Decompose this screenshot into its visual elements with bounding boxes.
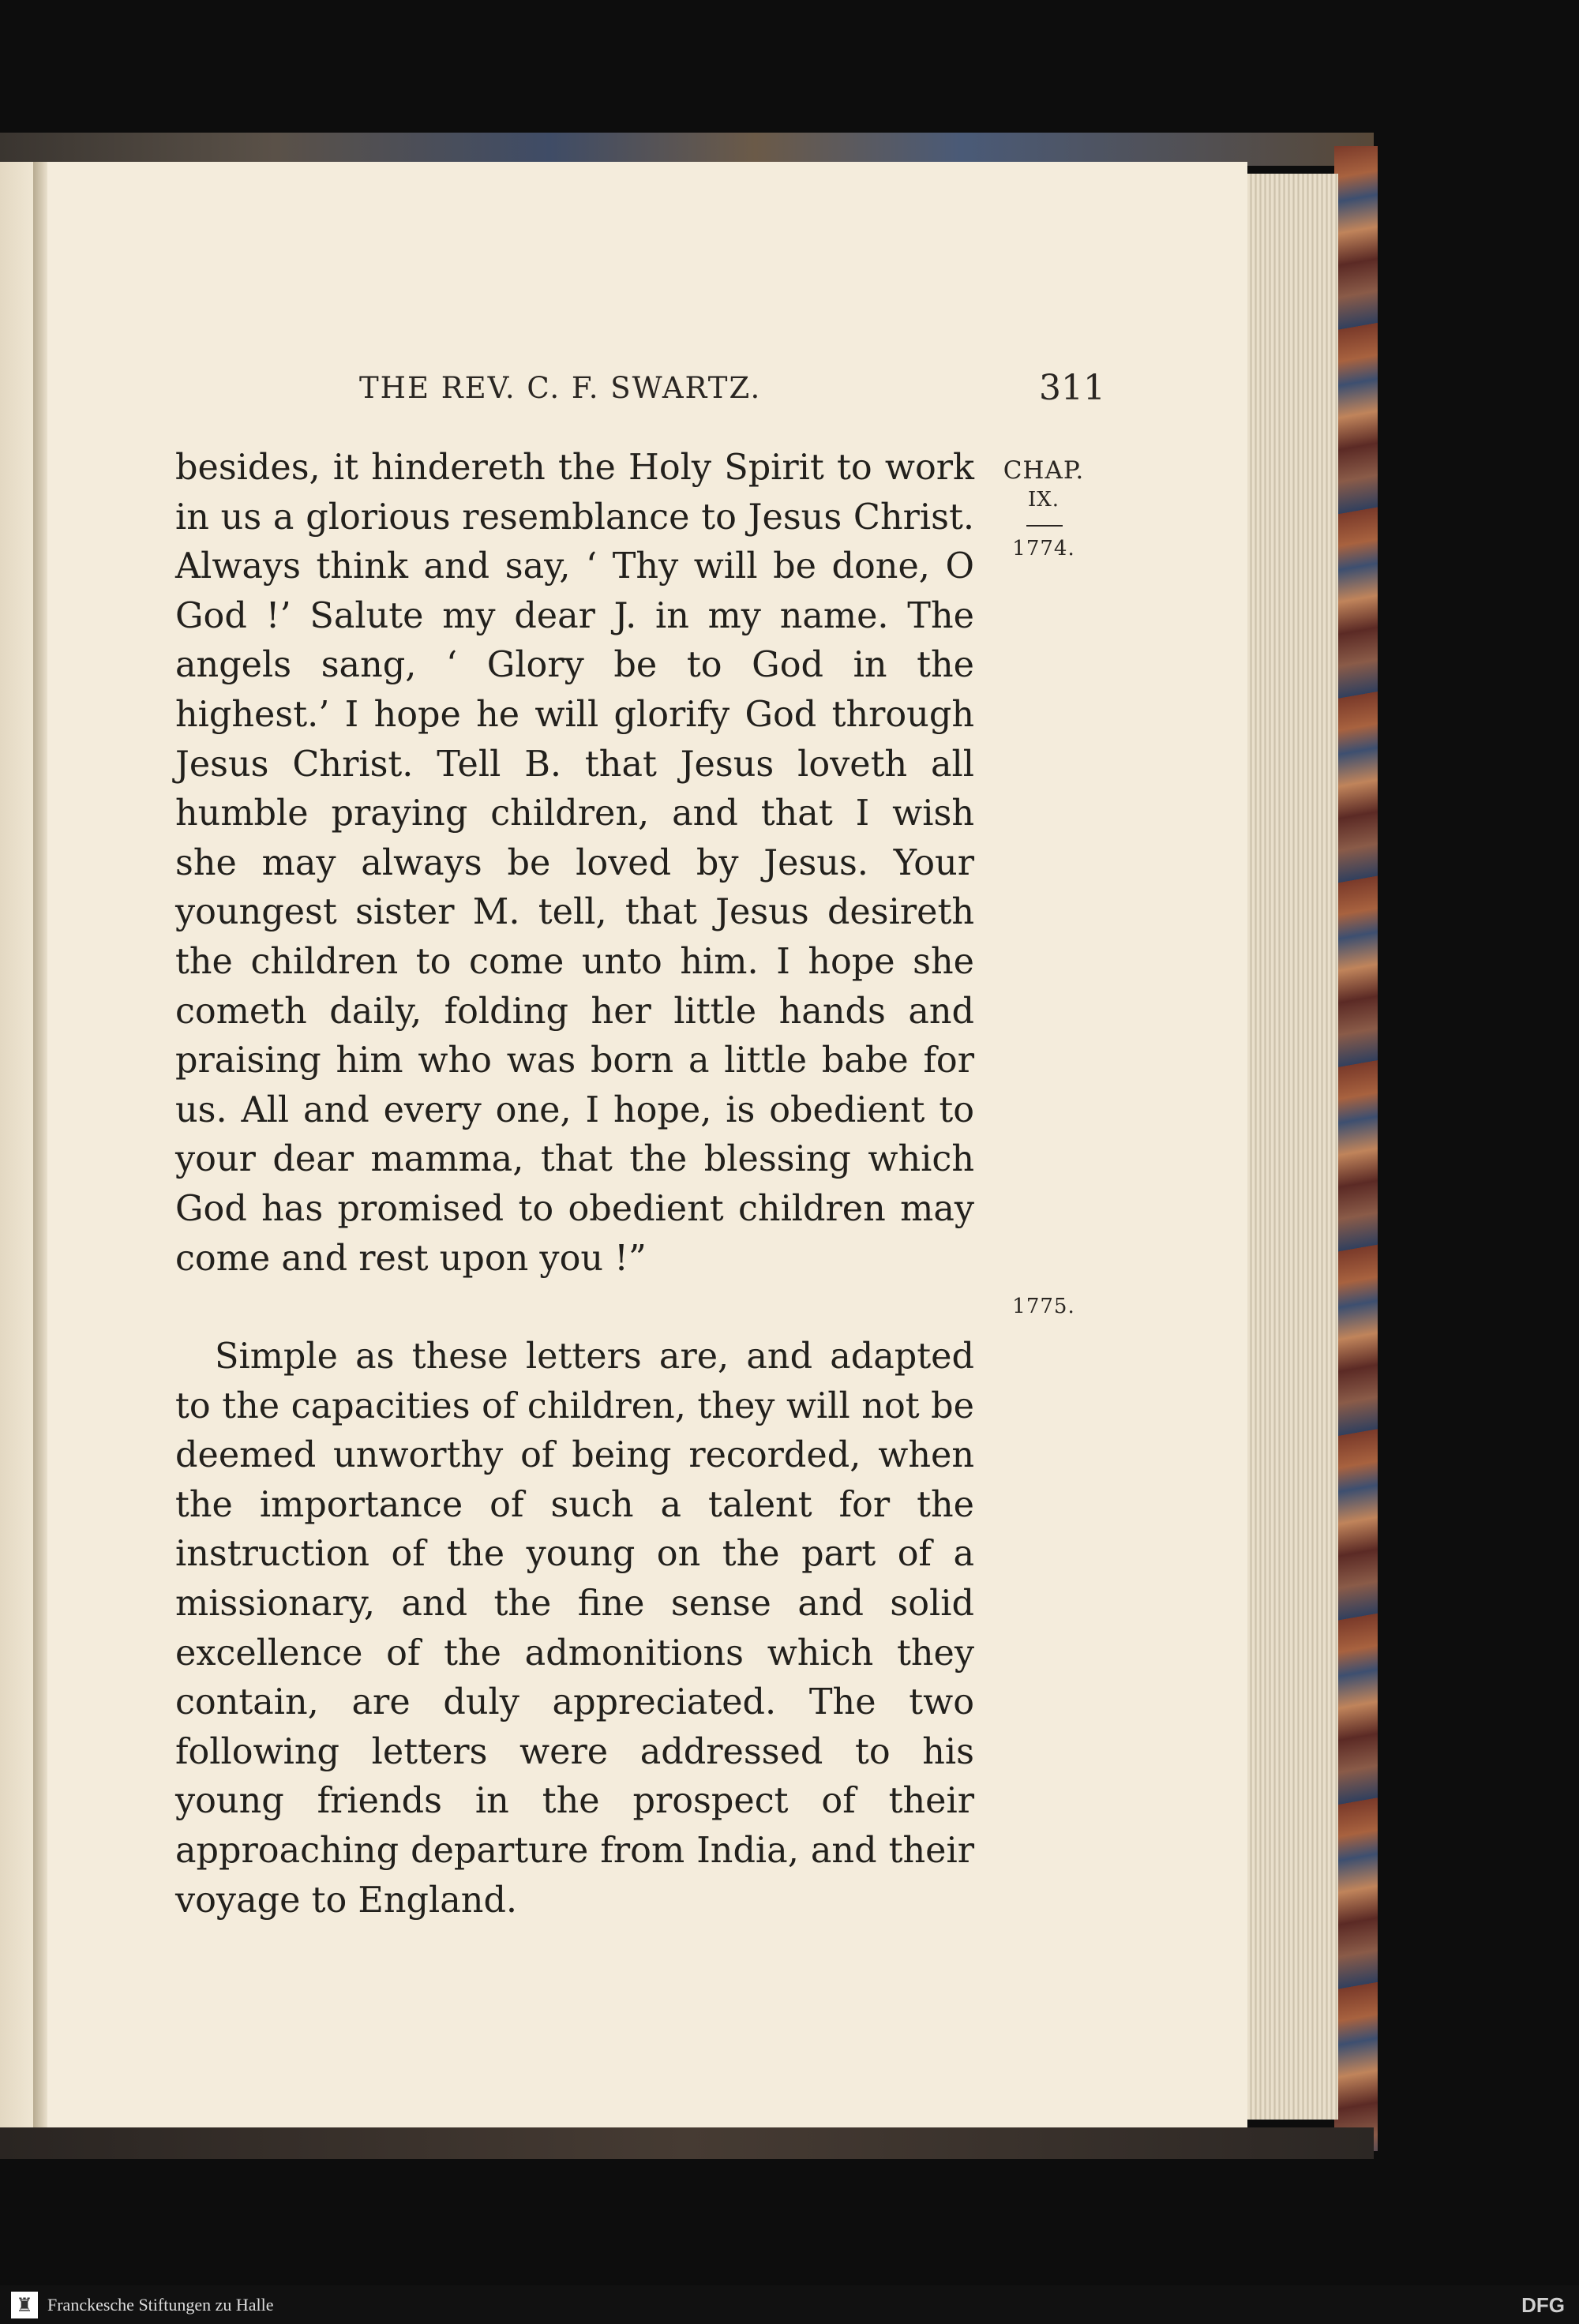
margin-rule	[1026, 525, 1063, 527]
book-gutter	[33, 162, 49, 2127]
margin-year-1774: 1774.	[1012, 537, 1075, 560]
footer-bar	[0, 2285, 1579, 2324]
paragraph-letter-continuation: besides, it hindereth the Holy Spirit to work in us a glorious resemblance to Jesus Christ. Always think and say, ‘ Thy will be done, O God !’ Salute my dear J. in my name. The angels sang, ‘ Glory be to God in the highest.’ I hope he will glorify God through Jesus Christ. Tell B. that Jesus loveth all humble praying children, and that I wish she may always be loved by Jesus. Your youngest sister M. tell, that Jesus desireth the children to come unto him. I hope she cometh daily, folding her little hands and praising him who was born a little babe for us. All and every one, I hope, is obedient to your dear mamma, that the blessing which God has promised to obedient children may come and rest upon you !”	[175, 448, 974, 1279]
book-cover-top-edge	[0, 133, 1374, 166]
page-number: 311	[1039, 368, 1105, 408]
paragraph-commentary: Simple as these letters are, and adapted to the capacities of children, they will not be deemed unworthy of being recorded, when the importance of such a talent for the instruction of the young on the part of a missionary, and the fine sense and solid excellence of the admonitions which they contain, are duly appreciated. The two following letters were addressed to his young friends in the prospect of their approaching departure from India, and their voyage to England.	[175, 1336, 974, 1921]
institution-logo-icon: ♜	[11, 2292, 38, 2318]
running-head: THE REV. C. F. SWARTZ.	[359, 371, 762, 405]
margin-chapter-number: IX.	[1027, 488, 1060, 512]
margin-year-1775: 1775.	[1012, 1295, 1075, 1318]
page-stack-edges	[1247, 174, 1338, 2120]
facing-page-edge	[0, 162, 33, 2127]
body-text	[175, 444, 974, 1925]
footer-institution: Franckesche Stiftungen zu Halle	[47, 2295, 274, 2315]
margin-chapter-label: CHAP.	[1003, 456, 1085, 485]
dfg-logo-text: DFG	[1521, 2293, 1565, 2317]
book-cover-marbled-edge	[1334, 146, 1378, 2151]
paragraph-spacer	[175, 1284, 974, 1333]
book-cover-bottom-edge	[0, 2127, 1374, 2159]
